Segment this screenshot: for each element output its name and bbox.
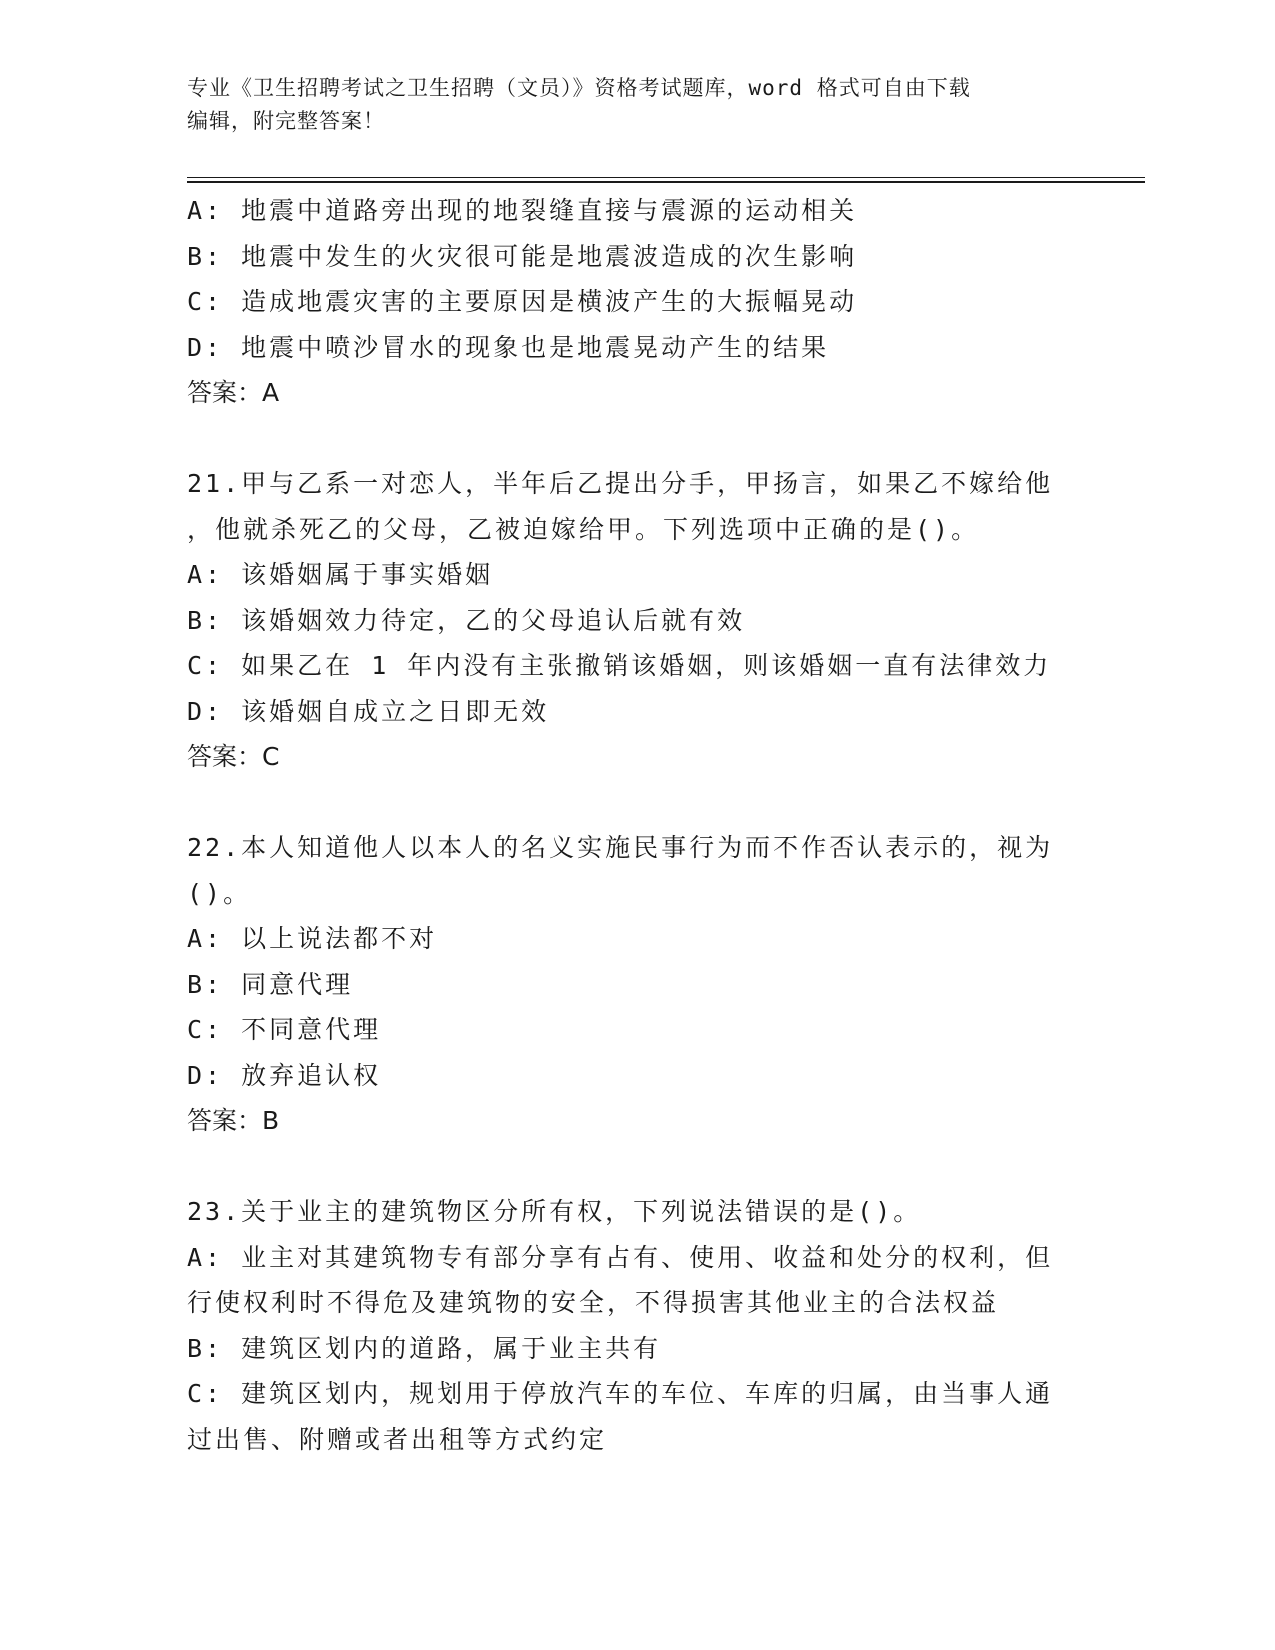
question-22: [187, 825, 1067, 1144]
option-d: D: 地震中喷沙冒水的现象也是地震晃动产生的结果: [187, 332, 830, 362]
option-a-line-1: A: 业主对其建筑物专有部分享有占有、使用、收益和处分的权利，但: [187, 1242, 1054, 1272]
question-list: [187, 188, 1067, 1462]
question-stem-line-1: 21.甲与乙系一对恋人，半年后乙提出分手，甲扬言，如果乙不嫁给他: [187, 469, 1054, 498]
option-d: D: 放弃追认权: [187, 1060, 382, 1090]
answer: 答案：A: [187, 378, 280, 407]
option-b: B: 同意代理: [187, 969, 354, 999]
question-20: [187, 188, 1067, 416]
option-c: C: 不同意代理: [187, 1015, 382, 1044]
header-line-1: 专业《卫生招聘考试之卫生招聘（文员）》资格考试题库，word 格式可自由下载: [187, 76, 971, 100]
option-b: B: 该婚姻效力待定，乙的父母追认后就有效: [187, 605, 746, 635]
answer: 答案：C: [187, 742, 280, 771]
option-c-line-2: 过出售、附赠或者出租等方式约定: [187, 1424, 608, 1454]
option-a: A: 以上说法都不对: [187, 924, 438, 953]
question-stem-line-1: 22.本人知道他人以本人的名义实施民事行为而不作否认表示的，视为: [187, 833, 1054, 862]
header-divider-thin: [187, 177, 1145, 178]
option-a: A: 该婚姻属于事实婚姻: [187, 560, 494, 589]
question-stem-line-2: ，他就杀死乙的父母，乙被迫嫁给甲。下列选项中正确的是()。: [187, 514, 980, 544]
option-a: A: 地震中道路旁出现的地裂缝直接与震源的运动相关: [187, 196, 858, 225]
question-23: [187, 1189, 1067, 1462]
option-d: D: 该婚姻自成立之日即无效: [187, 696, 550, 726]
option-c-line-1: C: 建筑区划内，规划用于停放汽车的车位、车库的归属，由当事人通: [187, 1379, 1054, 1408]
option-b: B: 建筑区划内的道路，属于业主共有: [187, 1333, 662, 1363]
document-header: [187, 72, 1067, 138]
answer: 答案：B: [187, 1106, 280, 1135]
option-c: C: 造成地震灾害的主要原因是横波产生的大振幅晃动: [187, 287, 858, 316]
header-divider-thick: [187, 181, 1145, 183]
option-c: C: 如果乙在 1 年内没有主张撤销该婚姻，则该婚姻一直有法律效力: [187, 651, 1052, 680]
question-stem-line-2: ()。: [187, 878, 252, 908]
question-spacer: [187, 416, 1067, 462]
question-spacer: [187, 780, 1067, 826]
question-spacer: [187, 1144, 1067, 1190]
option-b: B: 地震中发生的火灾很可能是地震波造成的次生影响: [187, 241, 858, 271]
header-line-2: 编辑，附完整答案！: [187, 109, 385, 133]
question-21: [187, 461, 1067, 780]
option-a-line-2: 行使权利时不得危及建筑物的安全，不得损害其他业主的合法权益: [187, 1288, 1000, 1317]
question-stem-line-1: 23.关于业主的建筑物区分所有权，下列说法错误的是()。: [187, 1197, 922, 1226]
